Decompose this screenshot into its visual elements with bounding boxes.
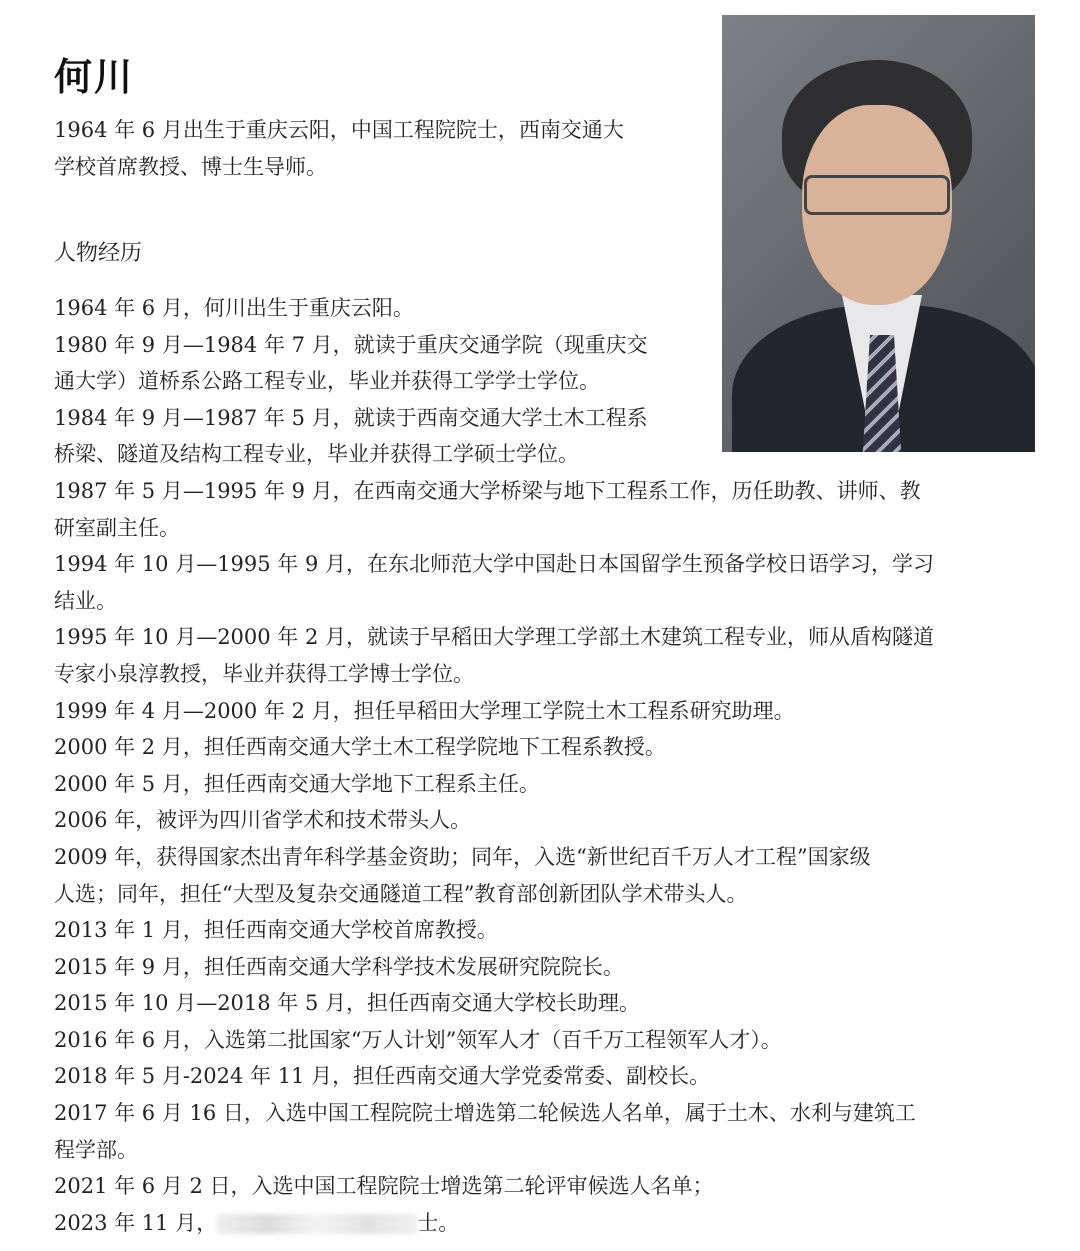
- intro-line: 学校首席教授、博士生导师。: [54, 154, 327, 179]
- blurred-text: [217, 1214, 417, 1234]
- career-line: 2021 年 6 月 2 日，入选中国工程院院士增选第二轮评审候选人名单；: [54, 1174, 714, 1199]
- portrait-glasses: [804, 175, 950, 215]
- career-line: 2013 年 1 月，担任西南交通大学校首席教授。: [54, 918, 498, 943]
- career-line: 2015 年 9 月，担任西南交通大学科学技术发展研究院院长。: [54, 954, 624, 979]
- career-line: 2015 年 10 月—2018 年 5 月，担任西南交通大学校长助理。: [54, 991, 641, 1016]
- career-line: 1980 年 9 月—1984 年 7 月，就读于重庆交通学院（现重庆交: [54, 332, 648, 357]
- career-line: 程学部。: [54, 1137, 138, 1162]
- person-name: 何川: [54, 54, 135, 99]
- career-line: 2009 年，获得国家杰出青年科学基金资助；同年，入选“新世纪百千万人才工程”国家级: [54, 844, 871, 869]
- line-suffix: 士。: [417, 1210, 460, 1235]
- career-line: 结业。: [54, 588, 117, 613]
- career-line: 1964 年 6 月，何川出生于重庆云阳。: [54, 296, 414, 320]
- career-line: 2000 年 2 月，担任西南交通大学土木工程学院地下工程系教授。: [54, 735, 666, 760]
- career-line: 桥梁、隧道及结构工程专业，毕业并获得工学硕士学位。: [54, 442, 579, 467]
- section-title: 人物经历: [54, 241, 143, 266]
- career-line: 1994 年 10 月—1995 年 9 月，在东北师范大学中国赴日本国留学生预备学校日语学习，学习: [54, 552, 935, 577]
- career-line: 2006 年，被评为四川省学术和技术带头人。: [54, 808, 472, 833]
- career-line: 1999 年 4 月—2000 年 2 月，担任早稻田大学理工学院土木工程系研究助理。: [54, 698, 795, 723]
- career-line: 1984 年 9 月—1987 年 5 月，就读于西南交通大学土木工程系: [54, 405, 648, 430]
- career-line: 专家小泉淳教授，毕业并获得工学博士学位。: [54, 661, 474, 686]
- career-line-redacted: [54, 1205, 934, 1242]
- career-line: 2017 年 6 月 16 日，入选中国工程院院士增选第二轮候选人名单，属于土木、水利与建筑工: [54, 1101, 916, 1126]
- intro: [54, 112, 624, 185]
- career-line: 人选；同年，担任“大型及复杂交通隧道工程”教育部创新团队学术带头人。: [54, 881, 748, 906]
- portrait-photo: [722, 15, 1035, 452]
- career-line: 研室副主任。: [54, 515, 180, 540]
- career-line: 2016 年 6 月，入选第二批国家“万人计划”领军人才（百千万工程领军人才）。: [54, 1027, 782, 1052]
- career-line: 1987 年 5 月—1995 年 9 月，在西南交通大学桥梁与地下工程系工作，历任助教、讲师、教: [54, 478, 921, 503]
- career-line: 通大学）道桥系公路工程专业，毕业并获得工学学士学位。: [54, 369, 600, 394]
- career-line: 2000 年 5 月，担任西南交通大学地下工程系主任。: [54, 771, 540, 796]
- career-line: 2018 年 5 月-2024 年 11 月，担任西南交通大学党委常委、副校长。: [54, 1064, 711, 1089]
- line-prefix: 2023 年 11 月，: [54, 1210, 218, 1235]
- intro-line: 1964 年 6 月出生于重庆云阳，中国工程院院士，西南交通大: [54, 118, 624, 142]
- career-line: 1995 年 10 月—2000 年 2 月，就读于早稻田大学理工学部土木建筑工程专业，师从盾构隧道: [54, 625, 935, 650]
